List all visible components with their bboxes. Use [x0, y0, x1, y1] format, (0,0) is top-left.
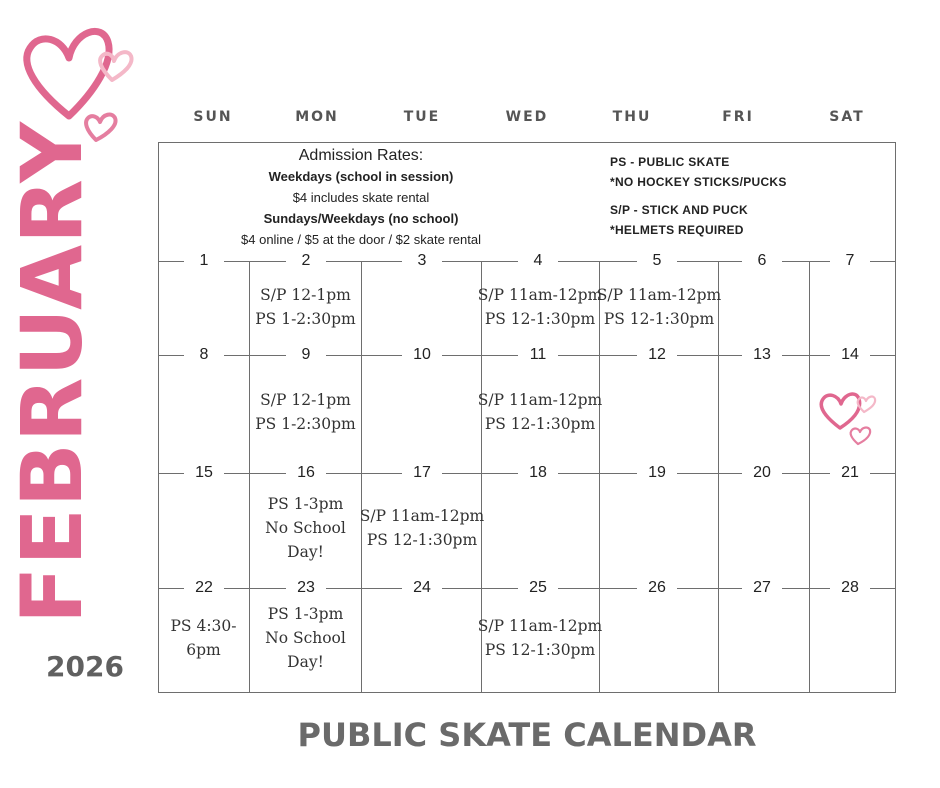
- date-3: 3: [402, 250, 442, 272]
- date-21: 21: [830, 462, 870, 484]
- weekday-tue: TUE: [403, 109, 441, 125]
- event-feb-23: [250, 602, 361, 674]
- date-14: 14: [830, 344, 870, 366]
- heart-icon: [821, 394, 859, 428]
- event-line: PS 1-2:30pm: [255, 415, 356, 433]
- date-11: 11: [518, 344, 558, 366]
- date-16: 16: [286, 462, 326, 484]
- date-7: 7: [830, 250, 870, 272]
- col-line-2: [361, 261, 362, 693]
- date-10: 10: [402, 344, 442, 366]
- date-1: 1: [184, 250, 224, 272]
- event-line: S/P 12-1pm: [260, 286, 351, 304]
- weekday-wed: WED: [505, 109, 549, 125]
- heart-icon: [851, 428, 870, 444]
- calendar-grid: [158, 142, 896, 693]
- large-heart-icon: [27, 31, 109, 116]
- event-line: S/P 11am-12pm: [596, 286, 722, 304]
- event-feb-2: [250, 283, 361, 331]
- event-line: PS 1-2:30pm: [255, 310, 356, 328]
- sundays-price: $4 online / $5 at the door / $2 skate rental: [241, 232, 481, 247]
- event-feb-16: [250, 492, 361, 564]
- event-line: No School: [265, 519, 346, 537]
- weekdays-heading: Weekdays (school in session): [268, 169, 454, 184]
- event-line: 6pm: [186, 641, 221, 659]
- date-6: 6: [742, 250, 782, 272]
- date-22: 22: [184, 577, 224, 599]
- admission-title: Admission Rates:: [298, 147, 424, 164]
- event-feb-4: [477, 283, 603, 331]
- col-line-6: [809, 261, 810, 693]
- date-23: 23: [286, 577, 326, 599]
- date-5: 5: [637, 250, 677, 272]
- date-15: 15: [184, 462, 224, 484]
- event-line: PS 1-3pm: [267, 605, 344, 623]
- legend-sp: S/P - STICK AND PUCK: [610, 203, 749, 217]
- date-9: 9: [286, 344, 326, 366]
- footer-title: PUBLIC SKATE CALENDAR: [297, 716, 757, 754]
- event-feb-22: [158, 614, 249, 662]
- weekday-sat: SAT: [829, 109, 865, 125]
- event-line: PS 4:30-: [170, 617, 237, 635]
- sundays-heading: Sundays/Weekdays (no school): [263, 211, 459, 226]
- date-2: 2: [286, 250, 326, 272]
- date-28: 28: [830, 577, 870, 599]
- legend-ps-note: *NO HOCKEY STICKS/PUCKS: [610, 175, 787, 189]
- date-17: 17: [402, 462, 442, 484]
- event-line: PS 12-1:30pm: [484, 415, 596, 433]
- date-25: 25: [518, 577, 558, 599]
- event-line: No School: [265, 629, 346, 647]
- event-line: Day!: [287, 653, 324, 671]
- event-line: S/P 11am-12pm: [477, 286, 603, 304]
- event-line: PS 12-1:30pm: [484, 310, 596, 328]
- event-line: PS 12-1:30pm: [603, 310, 715, 328]
- date-19: 19: [637, 462, 677, 484]
- date-13: 13: [742, 344, 782, 366]
- valentine-hearts-decoration: [814, 382, 884, 452]
- event-line: PS 12-1:30pm: [366, 531, 478, 549]
- date-24: 24: [402, 577, 442, 599]
- event-feb-17: [359, 504, 485, 552]
- year-label: 2026: [46, 650, 124, 683]
- event-feb-9: [250, 388, 361, 436]
- event-line: PS 1-3pm: [267, 495, 344, 513]
- legend-sp-note: *HELMETS REQUIRED: [610, 223, 744, 237]
- event-line: S/P 11am-12pm: [359, 507, 485, 525]
- date-12: 12: [637, 344, 677, 366]
- event-feb-5: [596, 283, 722, 331]
- admission-rates: [216, 146, 506, 250]
- event-feb-25: [477, 614, 603, 662]
- date-4: 4: [518, 250, 558, 272]
- event-line: S/P 12-1pm: [260, 391, 351, 409]
- weekday-fri: FRI: [722, 109, 754, 125]
- date-8: 8: [184, 344, 224, 366]
- event-line: S/P 11am-12pm: [477, 617, 603, 635]
- date-20: 20: [742, 462, 782, 484]
- event-line: S/P 11am-12pm: [477, 391, 603, 409]
- weekday-sun: SUN: [193, 109, 233, 125]
- event-feb-11: [477, 388, 603, 436]
- date-18: 18: [518, 462, 558, 484]
- event-line: PS 12-1:30pm: [484, 641, 596, 659]
- weekday-thu: THU: [612, 109, 652, 125]
- weekday-mon: MON: [295, 109, 339, 125]
- legend: [610, 152, 880, 240]
- weekday-header-row: [158, 109, 896, 129]
- month-title: FEBRUARY: [3, 120, 101, 624]
- event-line: Day!: [287, 543, 324, 561]
- date-27: 27: [742, 577, 782, 599]
- weekdays-price: $4 includes skate rental: [292, 190, 430, 205]
- legend-ps: PS - PUBLIC SKATE: [610, 155, 730, 169]
- date-26: 26: [637, 577, 677, 599]
